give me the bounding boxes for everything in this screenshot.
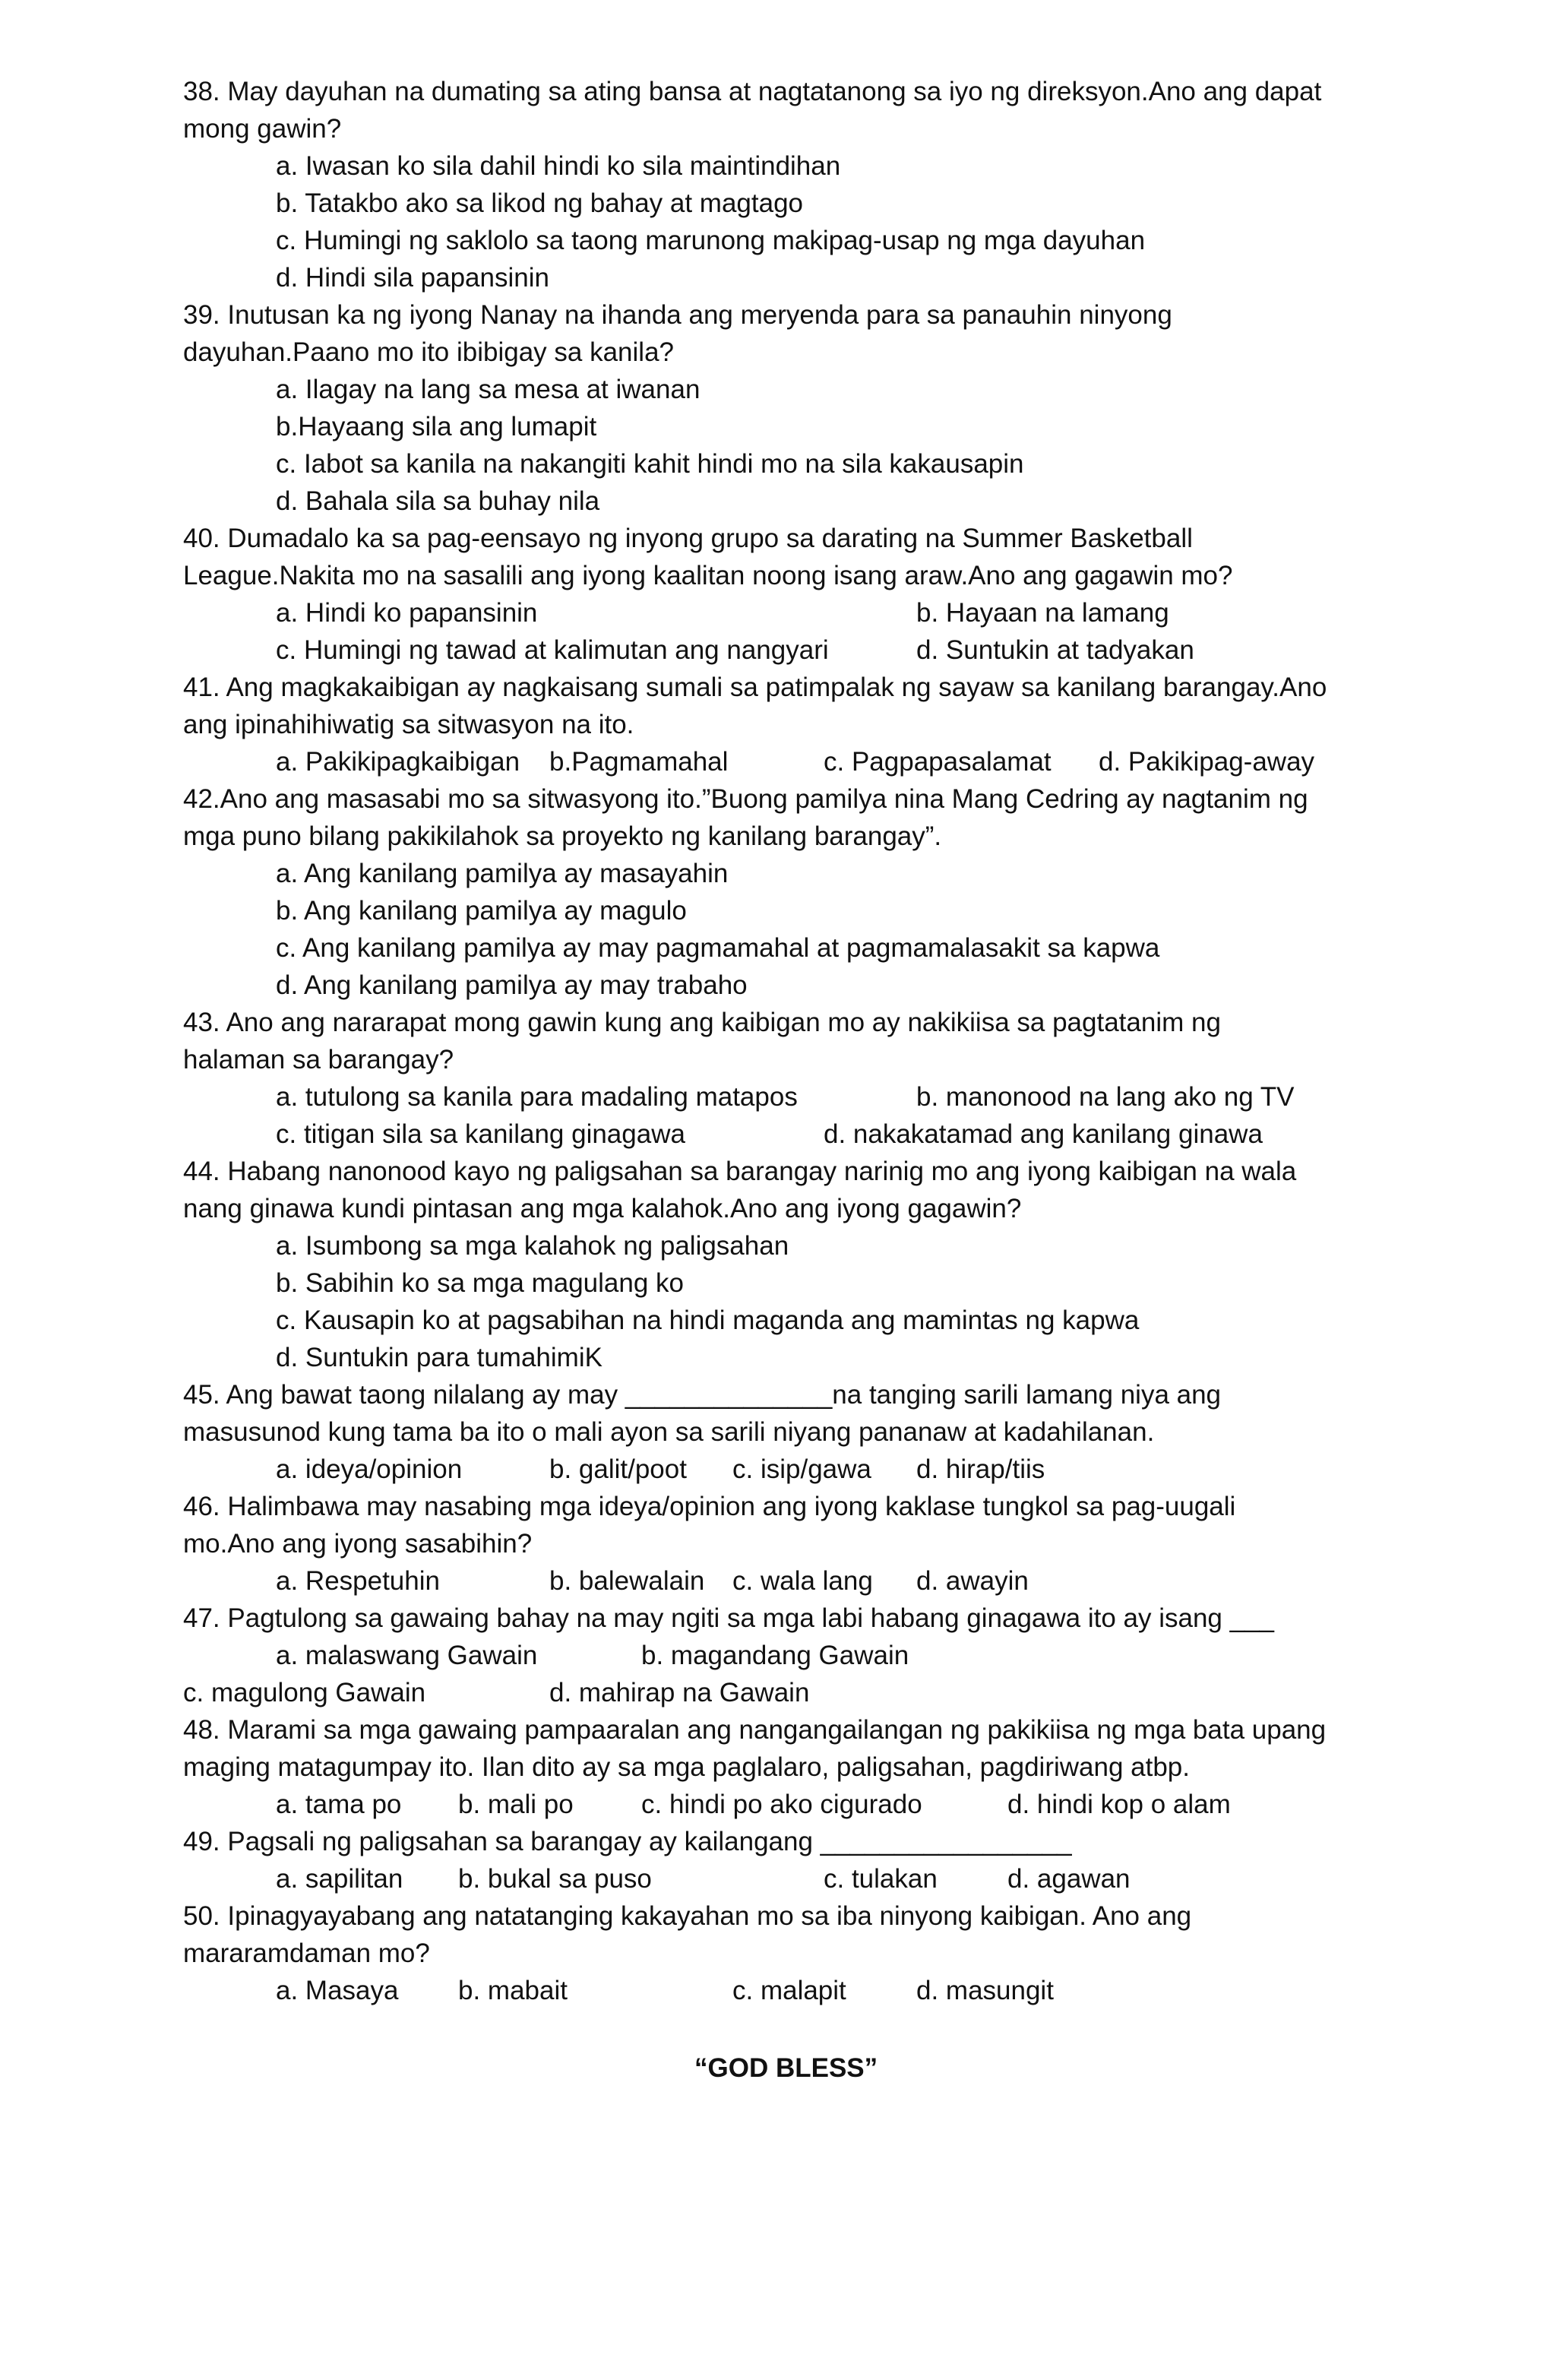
q47-choice-b: b. magandang Gawain — [641, 1641, 909, 1670]
q46-choice-a: a. Respetuhin — [276, 1566, 440, 1596]
q40-choice-d: d. Suntukin at tadyakan — [916, 635, 1194, 665]
q43-choice-a: a. tutulong sa kanila para madaling matapos — [276, 1082, 798, 1112]
q47-stem-line-1: 47. Pagtulong sa gawaing bahay na may ngiti sa mga labi habang ginagawa ito ay isang ___ — [183, 1603, 1275, 1633]
q47-choice-d: d. mahirap na Gawain — [549, 1678, 810, 1707]
q41-choice-d: d. Pakikipag-away — [1099, 747, 1315, 777]
q49-choice-c: c. tulakan — [824, 1864, 938, 1894]
closing-text: “GOD BLESS” — [694, 2053, 878, 2083]
q39-choice-d: d. Bahala sila sa buhay nila — [276, 486, 600, 516]
q48-choice-b: b. mali po — [458, 1790, 574, 1819]
q39-choice-a: a. Ilagay na lang sa mesa at iwanan — [276, 375, 701, 404]
q44-choice-a: a. Isumbong sa mga kalahok ng paligsahan — [276, 1231, 789, 1261]
q44-choice-b: b. Sabihin ko sa mga magulang ko — [276, 1268, 684, 1298]
q40-choice-b: b. Hayaan na lamang — [916, 598, 1169, 628]
q49-stem-line-1: 49. Pagsali ng paligsahan sa barangay ay kailangang _________________ — [183, 1827, 1072, 1856]
q43-stem-line-2: halaman sa barangay? — [183, 1045, 454, 1074]
q42-stem-line-1: 42.Ano ang masasabi mo sa sitwasyong ito.”Buong pamilya nina Mang Cedring ay nagtanim ng — [183, 784, 1308, 814]
q42-choice-d: d. Ang kanilang pamilya ay may trabaho — [276, 970, 748, 1000]
q39-choice-b: b.Hayaang sila ang lumapit — [276, 412, 597, 442]
q48-choice-c: c. hindi po ako cigurado — [641, 1790, 922, 1819]
q48-stem-line-1: 48. Marami sa mga gawaing pampaaralan ang nangangailangan ng pakikiisa ng mga bata upang — [183, 1715, 1327, 1745]
q39-stem-line-1: 39. Inutusan ka ng iyong Nanay na ihanda ang meryenda para sa panauhin ninyong — [183, 300, 1172, 330]
q44-stem-line-2: nang ginawa kundi pintasan ang mga kalahok.Ano ang iyong gagawin? — [183, 1194, 1022, 1223]
q50-choice-b: b. mabait — [458, 1976, 568, 2005]
q41-stem-line-2: ang ipinahihiwatig sa sitwasyon na ito. — [183, 710, 634, 739]
q42-choice-b: b. Ang kanilang pamilya ay magulo — [276, 896, 687, 926]
q40-stem-line-1: 40. Dumadalo ka sa pag-eensayo ng inyong grupo sa darating na Summer Basketball — [183, 524, 1193, 553]
q41-choice-a: a. Pakikipagkaibigan — [276, 747, 520, 777]
q39-choice-c: c. Iabot sa kanila na nakangiti kahit hindi mo na sila kakausapin — [276, 449, 1024, 479]
q46-choice-b: b. balewalain — [549, 1566, 705, 1596]
q44-choice-c: c. Kausapin ko at pagsabihan na hindi maganda ang mamintas ng kapwa — [276, 1306, 1140, 1335]
q38-choice-d: d. Hindi sila papansinin — [276, 263, 549, 293]
q47-choice-c: c. magulong Gawain — [183, 1678, 426, 1707]
q42-choice-c: c. Ang kanilang pamilya ay may pagmamahal at pagmamalasakit sa kapwa — [276, 933, 1160, 963]
q43-choice-b: b. manonood na lang ako ng TV — [916, 1082, 1295, 1112]
q50-choice-c: c. malapit — [732, 1976, 846, 2005]
q43-choice-d: d. nakakatamad ang kanilang ginawa — [824, 1119, 1263, 1149]
q39-stem-line-2: dayuhan.Paano mo ito ibibigay sa kanila? — [183, 337, 674, 367]
q46-stem-line-2: mo.Ano ang iyong sasabihin? — [183, 1529, 533, 1559]
q44-stem-line-1: 44. Habang nanonood kayo ng paligsahan sa barangay narinig mo ang iyong kaibigan na wala — [183, 1157, 1297, 1186]
q46-stem-line-1: 46. Halimbawa may nasabing mga ideya/opinion ang iyong kaklase tungkol sa pag-uugali — [183, 1492, 1236, 1521]
q50-stem-line-1: 50. Ipinagyayabang ang natatanging kakayahan mo sa iba ninyong kaibigan. Ano ang — [183, 1901, 1192, 1931]
q44-choice-d: d. Suntukin para tumahimiK — [276, 1343, 602, 1372]
q40-stem-line-2: League.Nakita mo na sasalili ang iyong kaalitan noong isang araw.Ano ang gagawin mo? — [183, 561, 1233, 590]
q41-choice-b: b.Pagmamahal — [549, 747, 729, 777]
q47-choice-a: a. malaswang Gawain — [276, 1641, 538, 1670]
q40-choice-a: a. Hindi ko papansinin — [276, 598, 538, 628]
q50-choice-a: a. Masaya — [276, 1976, 399, 2005]
q40-choice-c: c. Humingi ng tawad at kalimutan ang nangyari — [276, 635, 829, 665]
q50-choice-d: d. masungit — [916, 1976, 1054, 2005]
q43-choice-c: c. titigan sila sa kanilang ginagawa — [276, 1119, 685, 1149]
q38-stem-line-2: mong gawin? — [183, 114, 342, 144]
q45-choice-c: c. isip/gawa — [732, 1454, 871, 1484]
q45-stem-line-2: masusunod kung tama ba ito o mali ayon sa sarili niyang pananaw at kadahilanan. — [183, 1417, 1155, 1447]
q38-stem-line-1: 38. May dayuhan na dumating sa ating bansa at nagtatanong sa iyo ng direksyon.Ano ang dapat — [183, 77, 1322, 106]
q48-choice-d: d. hindi kop o alam — [1007, 1790, 1231, 1819]
q46-choice-c: c. wala lang — [732, 1566, 873, 1596]
q48-stem-line-2: maging matagumpay ito. Ilan dito ay sa mga paglalaro, paligsahan, pagdiriwang atbp. — [183, 1752, 1190, 1782]
q38-choice-b: b. Tatakbo ako sa likod ng bahay at magtago — [276, 188, 804, 218]
q46-choice-d: d. awayin — [916, 1566, 1029, 1596]
q50-stem-line-2: mararamdaman mo? — [183, 1938, 430, 1968]
q38-choice-a: a. Iwasan ko sila dahil hindi ko sila maintindihan — [276, 151, 841, 181]
q48-choice-a: a. tama po — [276, 1790, 402, 1819]
q45-choice-d: d. hirap/tiis — [916, 1454, 1045, 1484]
q41-stem-line-1: 41. Ang magkakaibigan ay nagkaisang sumali sa patimpalak ng sayaw sa kanilang barangay.Ano — [183, 673, 1327, 702]
q49-choice-b: b. bukal sa puso — [458, 1864, 652, 1894]
q41-choice-c: c. Pagpapasalamat — [824, 747, 1052, 777]
q45-stem-line-1: 45. Ang bawat taong nilalang ay may ______________na tanging sarili lamang niya ang — [183, 1380, 1222, 1410]
q42-choice-a: a. Ang kanilang pamilya ay masayahin — [276, 859, 729, 888]
q45-choice-b: b. galit/poot — [549, 1454, 687, 1484]
q38-choice-c: c. Humingi ng saklolo sa taong marunong makipag-usap ng mga dayuhan — [276, 226, 1146, 255]
q42-stem-line-2: mga puno bilang pakikilahok sa proyekto ng kanilang barangay”. — [183, 821, 942, 851]
q45-choice-a: a. ideya/opinion — [276, 1454, 463, 1484]
q43-stem-line-1: 43. Ano ang nararapat mong gawin kung ang kaibigan mo ay nakikiisa sa pagtatanim ng — [183, 1008, 1221, 1037]
q49-choice-d: d. agawan — [1007, 1864, 1131, 1894]
q49-choice-a: a. sapilitan — [276, 1864, 403, 1894]
